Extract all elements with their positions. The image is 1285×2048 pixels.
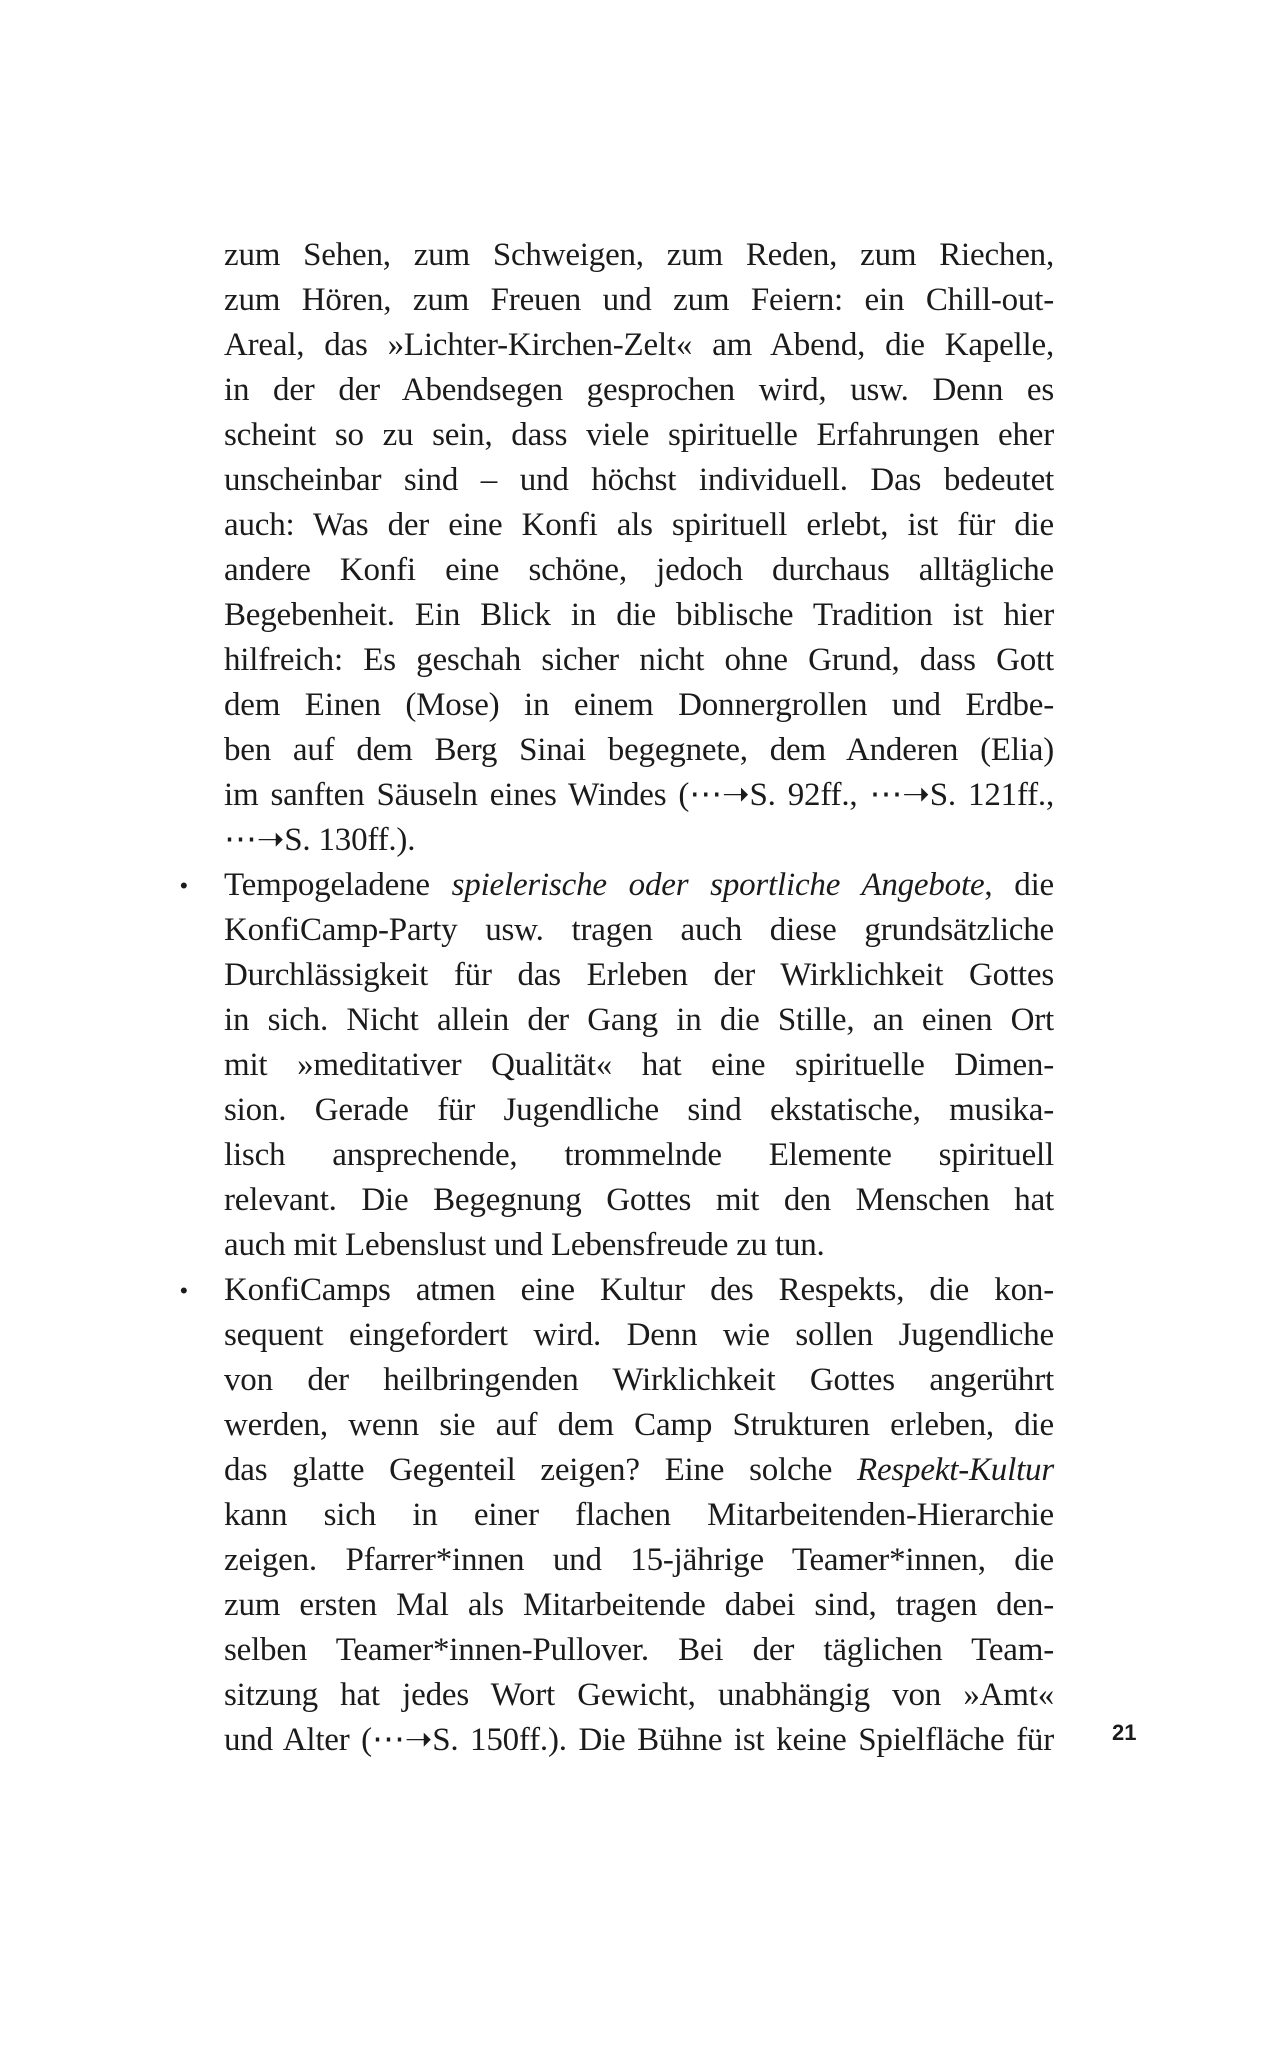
text-line: zum ersten Mal als Mitarbeitende dabei sind, tragen den- xyxy=(224,1587,1054,1623)
text-line: auch: Was der eine Konfi als spirituell erlebt, ist für die xyxy=(224,507,1054,543)
text-line: ben auf dem Berg Sinai begegnete, dem Anderen (Elia) xyxy=(224,732,1054,768)
text-line: sequent eingefordert wird. Denn wie sollen Jugendliche xyxy=(224,1317,1054,1353)
text-line: • KonfiCamps atmen eine Kultur des Respekts, die kon- xyxy=(224,1268,1054,1313)
text-line: zeigen. Pfarrer*innen und 15-jährige Teamer*innen, die xyxy=(224,1542,1054,1578)
bullet-icon: • xyxy=(180,873,188,898)
emphasis-text: spielerische oder sportliche Angebote xyxy=(451,867,985,903)
text-line: sitzung hat jedes Wort Gewicht, unabhängig von »Amt« xyxy=(224,1677,1054,1713)
text-line: Begebenheit. Ein Blick in die biblische Tradition ist hier xyxy=(224,597,1054,633)
text-line: zum Sehen, zum Schweigen, zum Reden, zum Riechen, xyxy=(224,237,1054,273)
text-line: zum Hören, zum Freuen und zum Feiern: ein Chill-out- xyxy=(224,282,1054,318)
text-line: selben Teamer*innen-Pullover. Bei der täglichen Team- xyxy=(224,1632,1054,1668)
page-number: 21 xyxy=(1112,1720,1137,1745)
text-line: ⋯➝S. 130ff.). xyxy=(224,822,416,858)
text-line: scheint so zu sein, dass viele spirituelle Erfahrungen eher xyxy=(224,417,1054,453)
text-line: sion. Gerade für Jugendliche sind ekstatische, musika- xyxy=(224,1092,1054,1128)
text-line: mit »meditativer Qualität« hat eine spirituelle Dimen- xyxy=(224,1047,1054,1083)
text-line: das glatte Gegenteil zeigen? Eine solche Respekt-Kultur xyxy=(224,1452,1054,1488)
text-line: unscheinbar sind – und höchst individuell. Das bedeutet xyxy=(224,462,1054,498)
body-text xyxy=(180,233,1054,1763)
text-line: und Alter (⋯➝S. 150ff.). Die Bühne ist keine Spielfläche für xyxy=(224,1722,1054,1758)
paragraph-continuation xyxy=(224,233,1054,863)
text-line: relevant. Die Begegnung Gottes mit den Menschen hat xyxy=(224,1182,1054,1218)
text-line: in der der Abendsegen gesprochen wird, usw. Denn es xyxy=(224,372,1054,408)
text-line: im sanften Säuseln eines Windes (⋯➝S. 92ff., ⋯➝S. 121ff., xyxy=(224,777,1054,813)
text-line: von der heilbringenden Wirklichkeit Gottes angerührt xyxy=(224,1362,1054,1398)
text-line: dem Einen (Mose) in einem Donnergrollen und Erdbe- xyxy=(224,687,1054,723)
text-line: auch mit Lebenslust und Lebensfreude zu tun. xyxy=(224,1227,825,1263)
text-line: Durchlässigkeit für das Erleben der Wirklichkeit Gottes xyxy=(224,957,1054,993)
bullet-item-playful-offers xyxy=(180,863,1054,1268)
emphasis-text: Respekt-Kultur xyxy=(857,1452,1054,1488)
text-line: Areal, das »Lichter-Kirchen-Zelt« am Abend, die Kapelle, xyxy=(224,327,1054,363)
text-line: in sich. Nicht allein der Gang in die Stille, an einen Ort xyxy=(224,1002,1054,1038)
text-line: hilfreich: Es geschah sicher nicht ohne Grund, dass Gott xyxy=(224,642,1054,678)
text-line: werden, wenn sie auf dem Camp Strukturen erleben, die xyxy=(224,1407,1054,1443)
bullet-icon: • xyxy=(180,1278,188,1303)
text-line: KonfiCamp-Party usw. tragen auch diese grundsätzliche xyxy=(224,912,1054,948)
bullet-item-respect-culture xyxy=(180,1268,1054,1763)
text-line: lisch ansprechende, trommelnde Elemente spirituell xyxy=(224,1137,1054,1173)
text-line: andere Konfi eine schöne, jedoch durchaus alltägliche xyxy=(224,552,1054,588)
text-line: • Tempogeladene spielerische oder sportliche Angebote, die xyxy=(224,863,1054,908)
text-line: kann sich in einer flachen Mitarbeitenden-Hierarchie xyxy=(224,1497,1054,1533)
